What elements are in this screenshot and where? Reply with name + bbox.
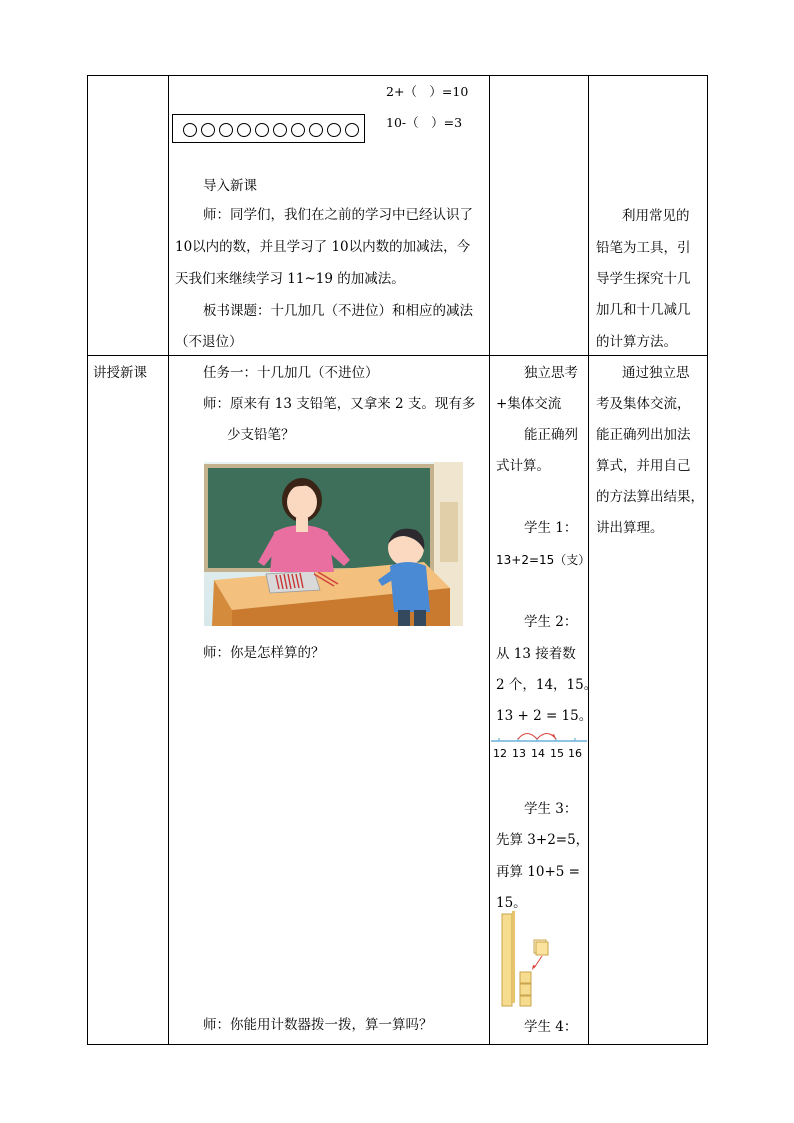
section-intent-4: 算式，并用自己 xyxy=(596,458,691,474)
circle-icon xyxy=(291,123,305,137)
top-intent-1: 利用常见的 xyxy=(622,208,690,224)
student-3-line-1: 先算 3+2=5， xyxy=(496,832,590,848)
intro-line-2: 10以内的数，并且学习了 10以内数的加减法，今 xyxy=(175,239,471,255)
section-intent-3: 能正确列出加法 xyxy=(596,427,691,443)
circle-icon xyxy=(237,123,251,137)
table-row-divider xyxy=(87,355,708,356)
student-note-1: 独立思考 xyxy=(524,365,578,381)
student-note-2: +集体交流 xyxy=(496,396,562,412)
table-border-top xyxy=(87,75,708,76)
table-col-2 xyxy=(168,75,169,1045)
task-1-title: 任务一：十几加几（不进位） xyxy=(203,365,379,381)
section-intent-2: 考及集体交流， xyxy=(596,396,691,412)
board-line-1: 板书课题：十几加几（不进位）和相应的减法 xyxy=(203,303,473,319)
table-col-1 xyxy=(87,75,88,1045)
student-2-line-1: 从 13 接着数 xyxy=(496,646,576,662)
equation-1: 2+（ ）=10 xyxy=(386,84,469,99)
student-3-line-2: 再算 10+5 = xyxy=(496,864,580,880)
numberline-tick-13: 13 xyxy=(512,747,526,760)
circle-icon xyxy=(201,123,215,137)
top-intent-2: 铅笔为工具，引 xyxy=(596,240,691,256)
table-border-bottom xyxy=(87,1044,708,1045)
student-2-label: 学生 2： xyxy=(524,614,578,630)
circle-icon xyxy=(183,123,197,137)
circle-icon xyxy=(345,123,359,137)
numberline-tick-16: 16 xyxy=(568,747,582,760)
table-col-5 xyxy=(707,75,708,1045)
circles-box xyxy=(172,114,365,143)
section-label: 讲授新课 xyxy=(93,365,147,381)
numberline-tick-12: 12 xyxy=(493,747,507,760)
board-line-2: （不退位） xyxy=(175,334,243,350)
circle-icon xyxy=(255,123,269,137)
table-col-3 xyxy=(489,75,490,1045)
equation-2: 10-（ ）=3 xyxy=(386,115,463,130)
place-value-blocks xyxy=(496,910,560,1010)
student-note-3: 能正确列 xyxy=(524,427,578,443)
student-3-line-3: 15。 xyxy=(496,895,527,911)
question-1-line-1: 师：原来有 13 支铅笔，又拿来 2 支。现有多 xyxy=(203,396,476,412)
question-3: 师：你能用计数器拨一拨，算一算吗？ xyxy=(203,1017,433,1033)
section-intent-1: 通过独立思 xyxy=(622,365,690,381)
circle-icon xyxy=(273,123,287,137)
student-4-label: 学生 4： xyxy=(524,1019,578,1035)
student-1-equation: 13+2=15（支） xyxy=(496,553,591,567)
top-intent-3: 导学生探究十几 xyxy=(596,271,691,287)
top-intent-5: 的计算方法。 xyxy=(596,334,677,350)
numberline-tick-14: 14 xyxy=(531,747,545,760)
circle-icon xyxy=(309,123,323,137)
student-2-line-2: 2 个，14，15。 xyxy=(496,677,598,693)
student-2-line-3: 13 + 2 = 15。 xyxy=(496,708,593,724)
intro-heading: 导入新课 xyxy=(203,178,257,194)
intro-line-1: 师：同学们，我们在之前的学习中已经认识了 xyxy=(203,207,473,223)
top-intent-4: 加几和十几减几 xyxy=(596,302,691,318)
question-1-line-2: 少支铅笔？ xyxy=(227,427,295,443)
circle-icon xyxy=(219,123,233,137)
intro-line-3: 天我们来继续学习 11~19 的加减法。 xyxy=(175,271,405,287)
numberline-tick-15: 15 xyxy=(550,747,564,760)
circle-icon xyxy=(327,123,341,137)
student-note-4: 式计算。 xyxy=(496,458,550,474)
question-2: 师：你是怎样算的？ xyxy=(203,645,325,661)
section-intent-6: 讲出算理。 xyxy=(596,520,664,536)
student-1-label: 学生 1： xyxy=(524,520,578,536)
section-intent-5: 的方法算出结果， xyxy=(596,489,704,505)
student-3-label: 学生 3： xyxy=(524,801,578,817)
classroom-illustration xyxy=(204,462,463,626)
